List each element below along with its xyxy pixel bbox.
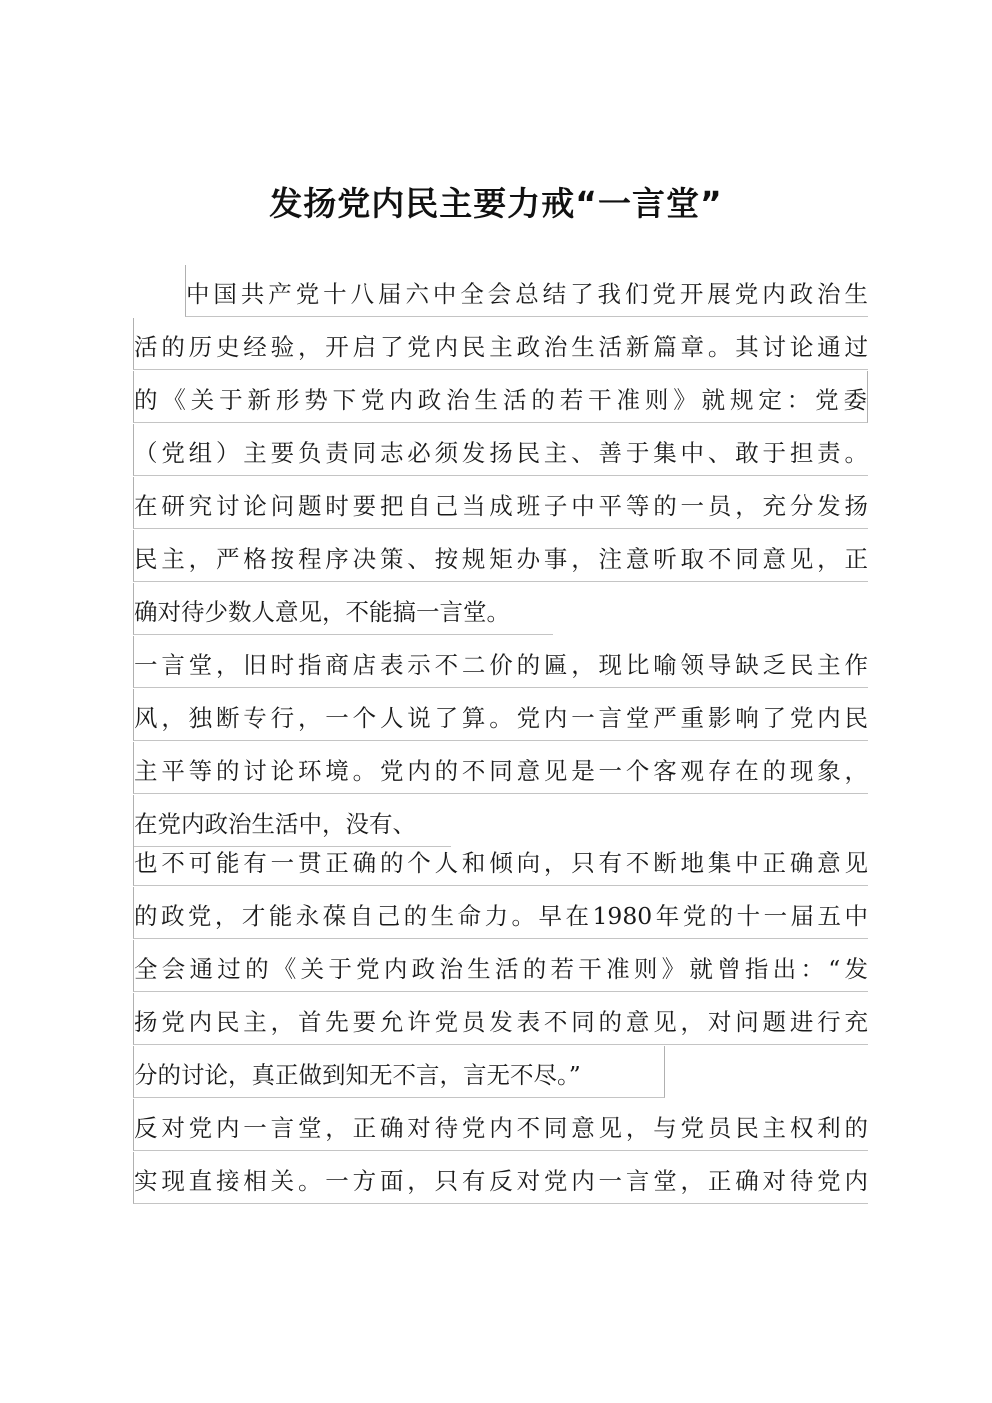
text-line-15: 扬党内民主，首先要允许党员发表不同的意见，对问题进行充	[133, 993, 868, 1045]
text-line-6: 民主，严格按程序决策、按规矩办事，注意听取不同意见，正	[133, 530, 868, 582]
text-line-14: 全会通过的《关于党内政治生活的若干准则》就曾指出：“发	[133, 940, 868, 992]
text-line-2: 活的历史经验，开启了党内民主政治生活新篇章。其讨论通过	[133, 318, 868, 370]
text-line-12: 也不可能有一贯正确的个人和倾向，只有不断地集中正确意见	[133, 834, 868, 886]
text-line-9: 风，独断专行，一个人说了算。党内一言堂严重影响了党内民	[133, 689, 868, 741]
document-title: 发扬党内民主要力戒“一言堂”	[269, 184, 723, 223]
text-line-5: 在研究讨论问题时要把自己当成班子中平等的一员，充分发扬	[133, 477, 868, 529]
text-line-7: 确对待少数人意见，不能搞一言堂。	[133, 583, 553, 635]
text-line-8: 一言堂，旧时指商店表示不二价的匾，现比喻领导缺乏民主作	[133, 636, 868, 688]
text-line-4: （党组）主要负责同志必须发扬民主、善于集中、敢于担责。	[133, 424, 868, 476]
text-line-1: 中国共产党十八届六中全会总结了我们党开展党内政治生	[185, 265, 868, 317]
text-line-11: 在党内政治生活中，没有、	[133, 795, 451, 847]
text-line-13: 的政党，才能永葆自己的生命力。早在1980年党的十一届五中	[133, 887, 868, 939]
text-line-10: 主平等的讨论环境。党内的不同意见是一个客观存在的现象，	[133, 742, 868, 794]
text-line-16: 分的讨论，真正做到知无不言，言无不尽。”	[133, 1046, 665, 1098]
text-line-18: 实现直接相关。一方面，只有反对党内一言堂，正确对待党内	[133, 1152, 868, 1204]
text-line-3: 的《关于新形势下党内政治生活的若干准则》就规定：党委	[133, 371, 868, 423]
text-line-17: 反对党内一言堂，正确对待党内不同意见，与党员民主权利的	[133, 1099, 868, 1151]
